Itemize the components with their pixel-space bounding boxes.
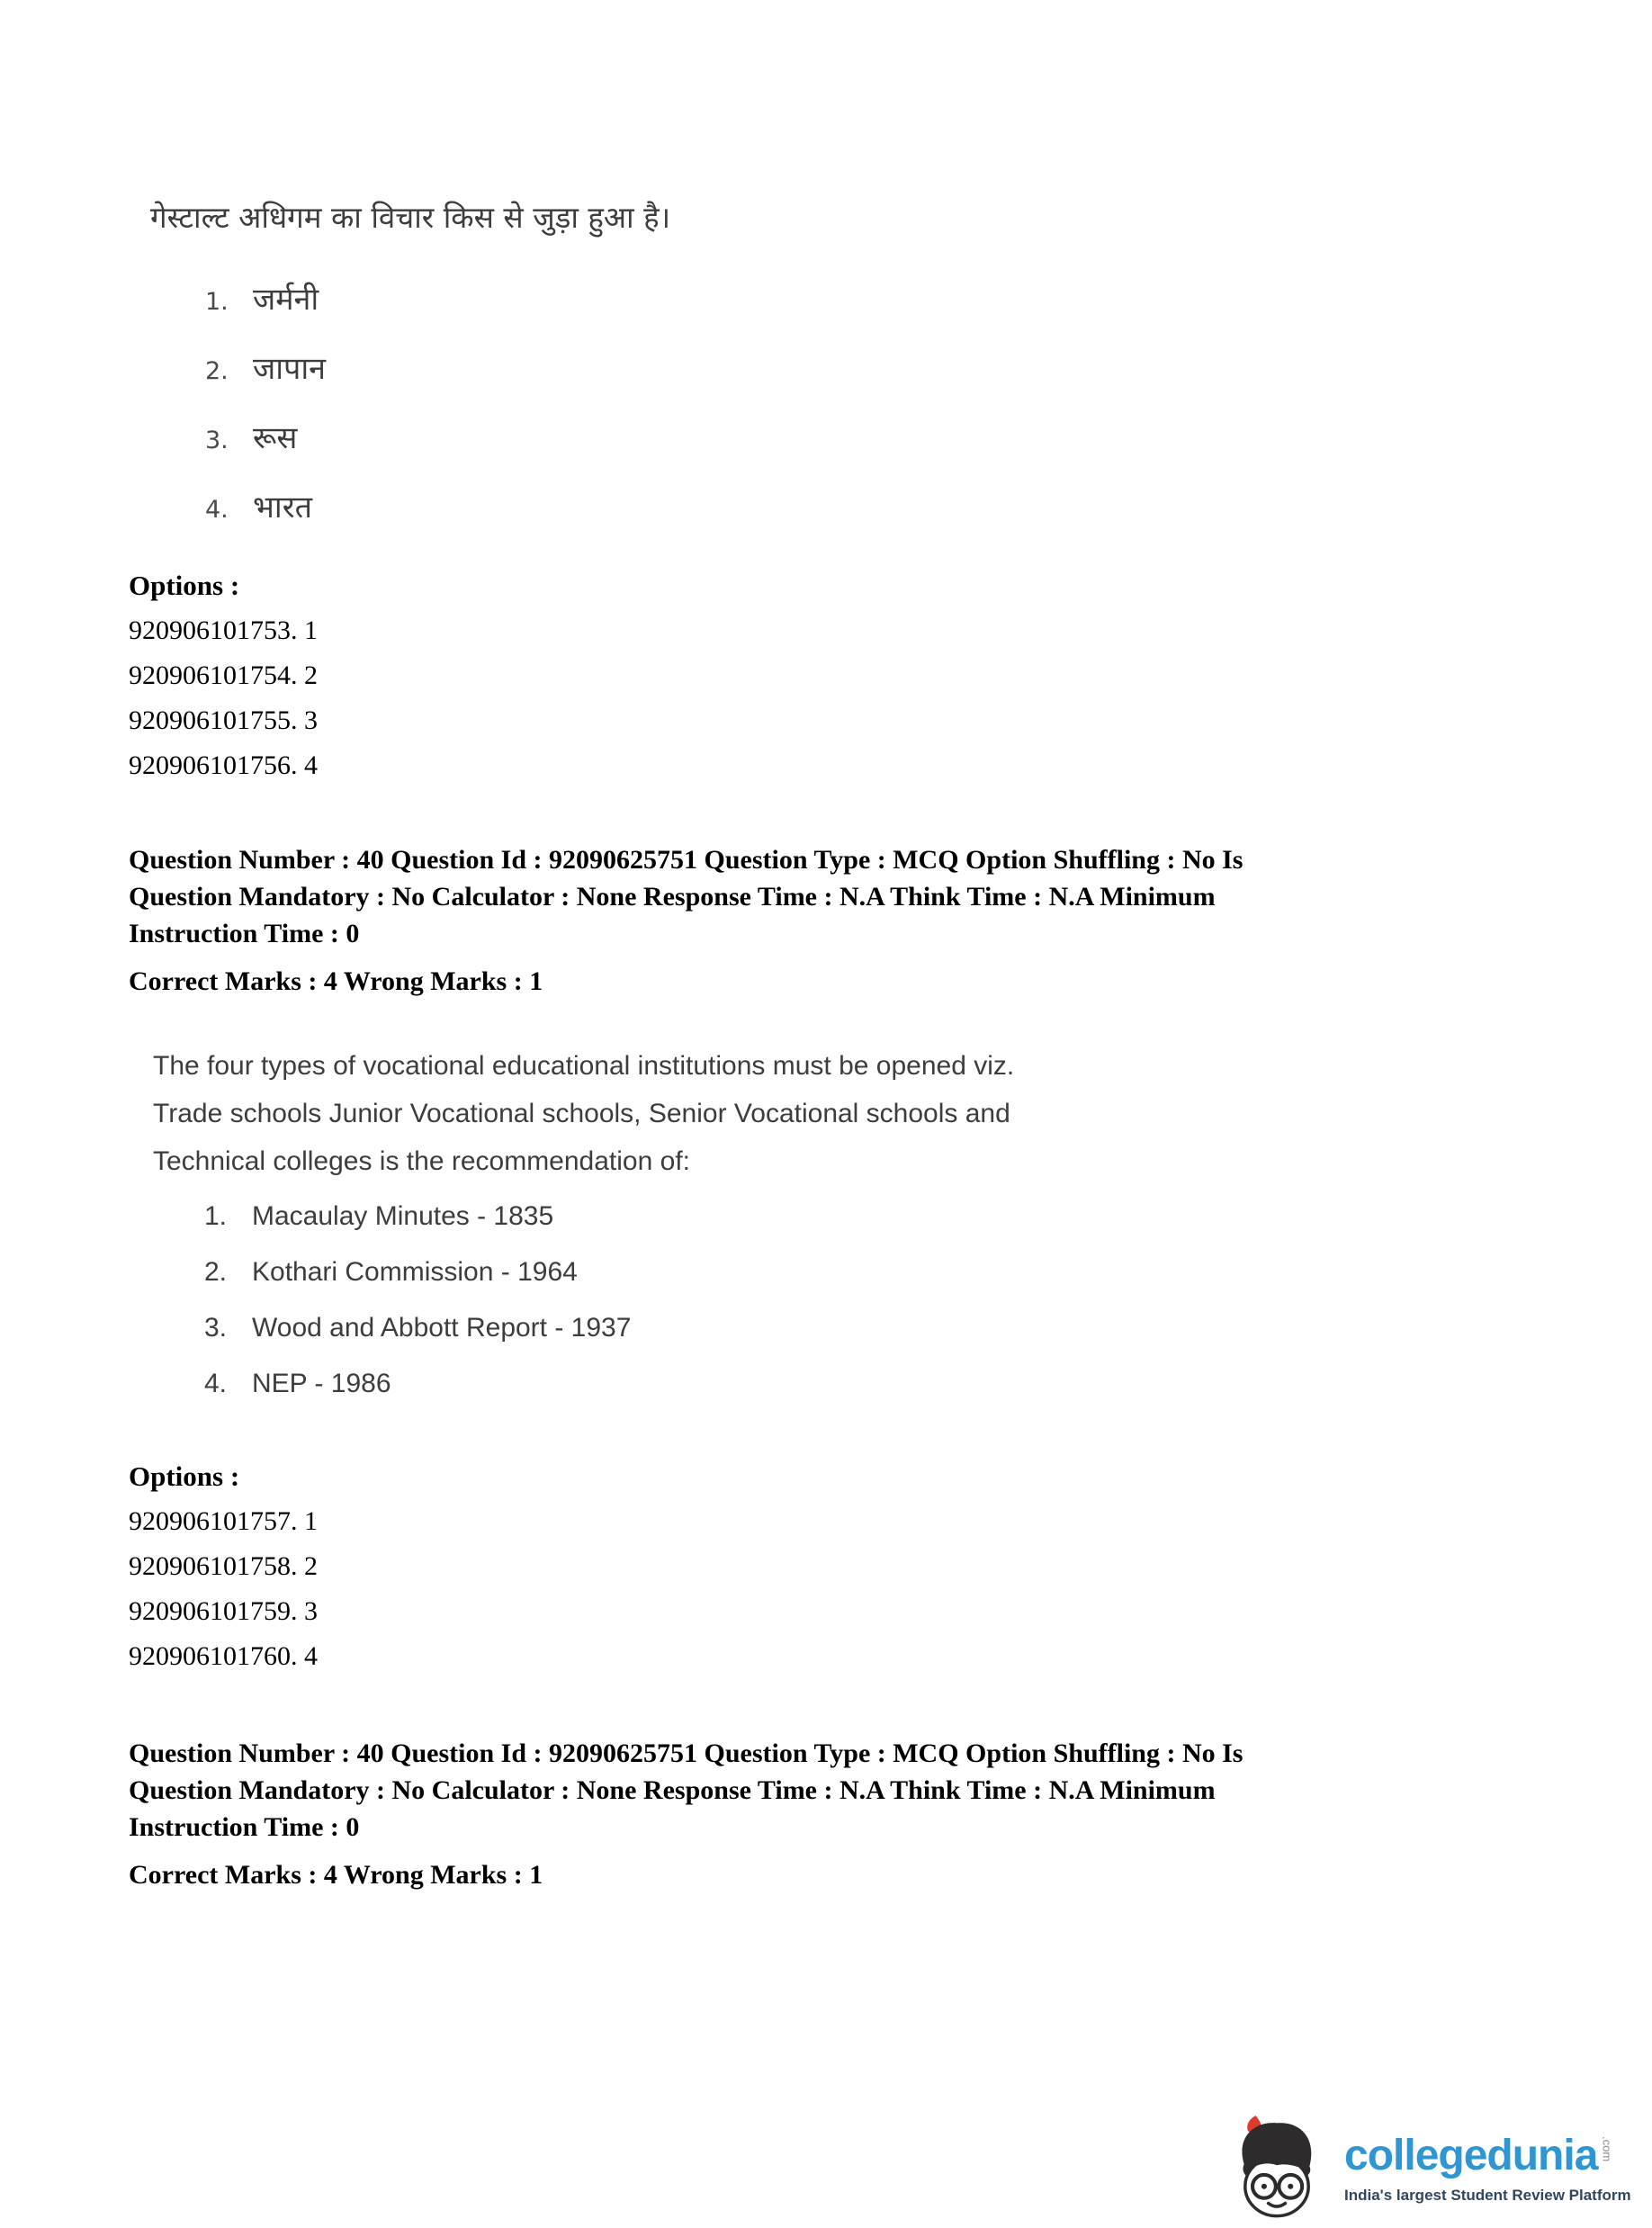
hindi-option-2 (205, 346, 326, 388)
options-id-block-2 (129, 1454, 318, 1679)
marks-line: Correct Marks : 4 Wrong Marks : 1 (129, 1860, 543, 1890)
option-number: 4. (204, 1369, 228, 1398)
english-option-2 (204, 1257, 631, 1288)
hindi-option-1 (205, 277, 326, 319)
english-options-list (204, 1201, 631, 1424)
option-number: 2. (204, 1257, 228, 1287)
question-line: Trade schools Junior Vocational schools, Senior Vocational schools and (153, 1099, 1010, 1128)
metadata-line: Question Mandatory : No Calculator : None Response Time : N.A Think Time : N.A Minimum (129, 1775, 1216, 1805)
english-option-1 (204, 1201, 631, 1232)
option-id-line: 920906101756. 4 (129, 750, 318, 780)
collegedunia-mascot-icon (1224, 2115, 1330, 2224)
marks-line: Correct Marks : 4 Wrong Marks : 1 (129, 966, 543, 996)
option-id-line: 920906101760. 4 (129, 1641, 318, 1671)
option-label: जर्मनी (253, 282, 319, 318)
option-label: Macaulay Minutes - 1835 (252, 1201, 554, 1231)
question-metadata-block-1 (129, 841, 1532, 1000)
option-number: 1. (204, 1201, 228, 1231)
option-label: NEP - 1986 (252, 1369, 391, 1398)
option-id-line: 920906101759. 3 (129, 1596, 318, 1626)
option-number: 1. (205, 288, 229, 316)
metadata-line: Instruction Time : 0 (129, 919, 360, 948)
options-heading: Options : (129, 1460, 240, 1492)
option-number: 2. (205, 357, 229, 385)
brand-tagline: India's largest Student Review Platform (1344, 2187, 1631, 2204)
english-option-4 (204, 1369, 631, 1399)
option-label: रूस (253, 420, 298, 456)
hindi-options-list (205, 277, 326, 554)
option-number: 4. (205, 496, 229, 524)
metadata-line: Question Number : 40 Question Id : 92090625751 Question Type : MCQ Option Shuffling : No Is (129, 1738, 1243, 1768)
question-text-hindi: गेस्टाल्ट अधिगम का विचार किस से जुड़ा हुआ है। (150, 200, 671, 235)
option-label: जापान (253, 351, 327, 387)
brand-row (1344, 2134, 1631, 2178)
option-number: 3. (204, 1313, 228, 1343)
option-label: Kothari Commission - 1964 (252, 1257, 578, 1287)
option-label: Wood and Abbott Report - 1937 (252, 1313, 632, 1343)
question-line: The four types of vocational educational institutions must be opened viz. (153, 1051, 1015, 1081)
metadata-line: Instruction Time : 0 (129, 1812, 360, 1842)
collegedunia-logo (1224, 2115, 1631, 2224)
question-metadata-block-2 (129, 1735, 1532, 1893)
option-id-line: 920906101757. 1 (129, 1506, 318, 1536)
hindi-option-4 (205, 485, 326, 526)
options-id-block-1 (129, 563, 318, 788)
logo-text-block (1344, 2134, 1631, 2205)
option-number: 3. (205, 427, 229, 454)
option-id-line: 920906101753. 1 (129, 615, 318, 645)
option-id-line: 920906101758. 2 (129, 1551, 318, 1581)
option-id-line: 920906101755. 3 (129, 705, 318, 735)
option-label: भारत (253, 490, 312, 526)
question-line: Technical colleges is the recommendation of: (153, 1146, 690, 1176)
options-heading: Options : (129, 570, 240, 601)
option-id-line: 920906101754. 2 (129, 660, 318, 690)
english-option-3 (204, 1313, 631, 1343)
brand-name: collegedunia (1344, 2132, 1598, 2179)
metadata-line: Question Number : 40 Question Id : 92090625751 Question Type : MCQ Option Shuffling : No Is (129, 845, 1243, 875)
brand-domain-suffix: .com (1600, 2136, 1614, 2162)
hindi-option-3 (205, 416, 326, 457)
question-text-english (153, 1042, 1014, 1185)
metadata-line: Question Mandatory : No Calculator : None Response Time : N.A Think Time : N.A Minimum (129, 882, 1216, 912)
